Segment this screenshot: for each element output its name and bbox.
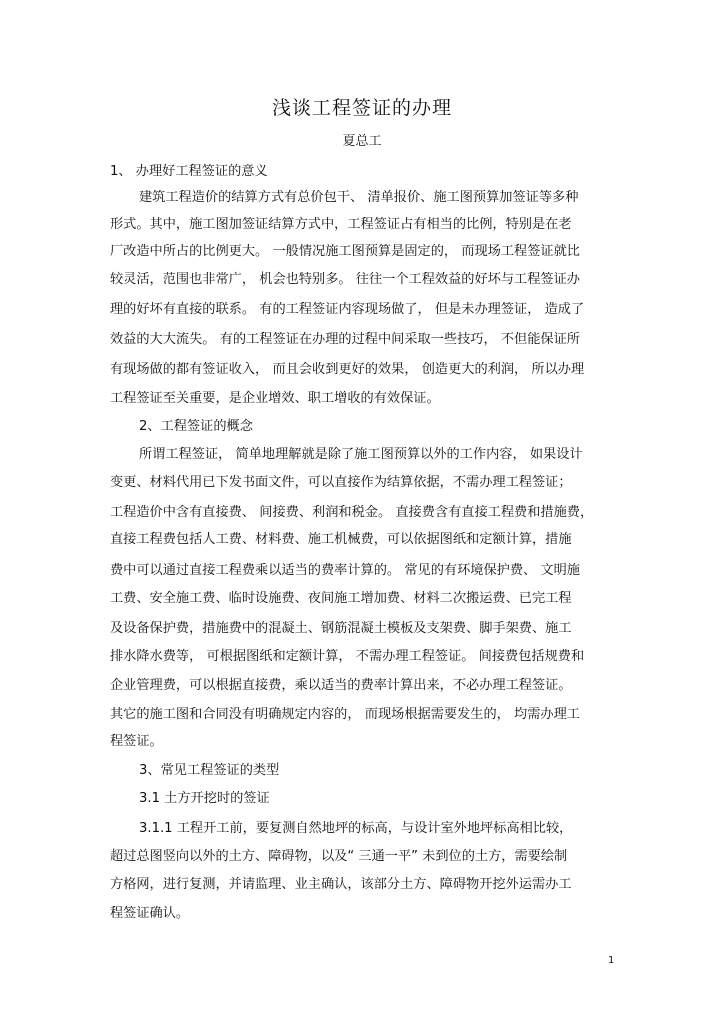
paragraph-line: 工程造价中含有直接费、 间接费、利润和税金。 直接费含有直接工程费和措施费， [110,505,594,520]
paragraph-line: 较灵活，范围也非常广， 机会也特别多。 往往一个工程效益的好坏与工程签证办 [110,272,580,287]
paragraph-line: 排水降水费等， 可根据图纸和定额计算， 不需办理工程签证。 间接费包括规费和 [110,649,585,664]
paragraph-line: 变更、材料代用已下发书面文件，可以直接作为结算依据，不需办理工程签证； [110,475,572,490]
subsection-heading: 3.1 土方开挖时的签证 [139,791,270,806]
paragraph-line: 超过总图竖向以外的土方、障碍物，以及“ 三通一平” 未到位的土方，需要绘制 [110,849,568,864]
page-number: 1 [608,955,615,966]
paragraph-line: 企业管理费，可以根据直接费，乘以适当的费率计算出来，不必办理工程签证。 [110,678,572,693]
paragraph-line: 效益的大大流失。 有的工程签证在办理的过程中间采取一些技巧， 不但能保证所 [110,332,580,347]
paragraph-line: 工程签证至关重要，是企业增效、职工增收的有效保证。 [110,391,440,406]
paragraph-line: 理的好坏有直接的联系。 有的工程签证内容现场做了， 但是未办理签证， 造成了 [110,302,585,317]
section-heading-3: 3、常见工程签证的类型 [139,763,280,778]
paragraph-line: 程签证确认。 [110,906,190,921]
paragraph-line: 程签证。 [110,734,163,749]
paragraph-line: 工费、安全施工费、临时设施费、夜间施工增加费、材料二次搬运费、已完工程 [110,591,572,606]
paragraph-line: 及设备保护费，措施费中的混凝土、钢筋混凝土模板及支架费、脚手架费、施工 [110,621,572,636]
paragraph-line: 3.1.1 工程开工前，要复测自然地坪的标高，与设计室外地坪标高相比较， [139,821,573,836]
paragraph-line: 厂改造中所占的比例更大。 一般情况施工图预算是固定的， 而现场工程签证就比 [110,244,580,259]
paragraph-line: 有现场做的都有签证收入， 而且会收到更好的效果， 创造更大的利润， 所以办理 [110,362,585,377]
paragraph-line: 直接工程费包括人工费、材料费、施工机械费，可以依据图纸和定额计算，措施 [110,532,572,547]
paragraph-line: 所谓工程签证， 简单地理解就是除了施工图预算以外的工作内容， 如果设计 [139,447,583,462]
section-heading-2: 2、工程签证的概念 [139,419,253,434]
paragraph-line: 费中可以通过直接工程费乘以适当的费率计算的。 常见的有环境保护费、 文明施 [110,563,580,578]
section-heading-1: 1、 办理好工程签证的意义 [110,164,268,179]
document-title: 浅谈工程签证的办理 [271,97,452,119]
paragraph-line: 方格网，进行复测，并请监理、业主确认，该部分土方、障碍物开挖外运需办工 [110,877,572,892]
paragraph-line: 其它的施工图和合同没有明确规定内容的， 而现场根据需要发生的， 均需办理工 [110,707,580,722]
paragraph-line: 建筑工程造价的结算方式有总价包干、 清单报价、施工图预算加签证等多种 [139,190,579,205]
author-name: 夏总工 [342,134,382,149]
paragraph-line: 形式。其中，施工图加签证结算方式中，工程签证占有相当的比例，特别是在老 [110,217,572,232]
